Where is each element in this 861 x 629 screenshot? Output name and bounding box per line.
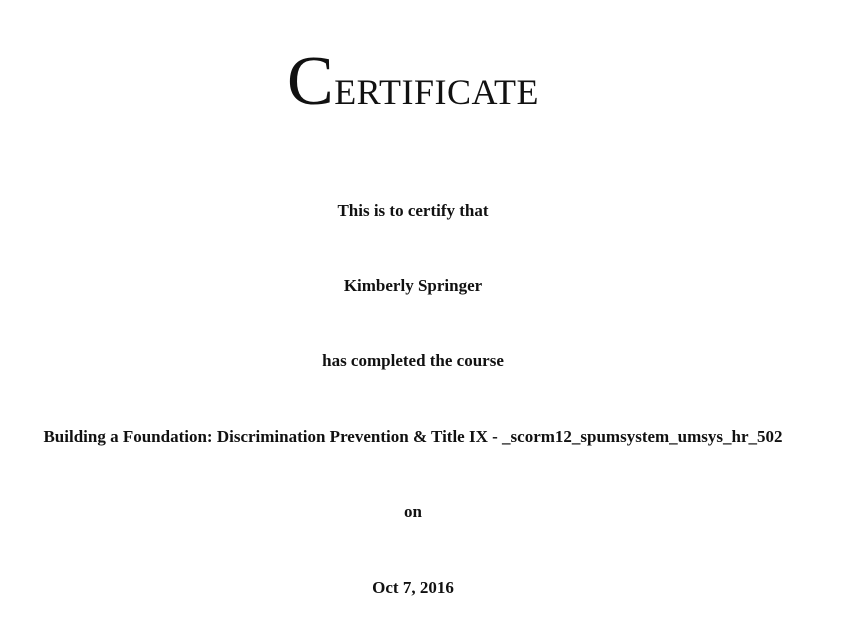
on-label: on: [404, 502, 422, 521]
completion-date: Oct 7, 2016: [372, 578, 454, 597]
certify-statement: This is to certify that: [337, 201, 489, 220]
recipient-name: Kimberly Springer: [343, 276, 483, 295]
certificate-title: [0, 44, 826, 126]
completed-statement: has completed the course: [322, 351, 504, 370]
certificate-title-rest: ertificate: [334, 59, 540, 116]
course-name: Building a Foundation: Discrimination Prevention & Title IX - _scorm12_spumsystem_umsys_hr_502: [43, 427, 783, 446]
certificate-title-initial: C: [286, 43, 335, 120]
